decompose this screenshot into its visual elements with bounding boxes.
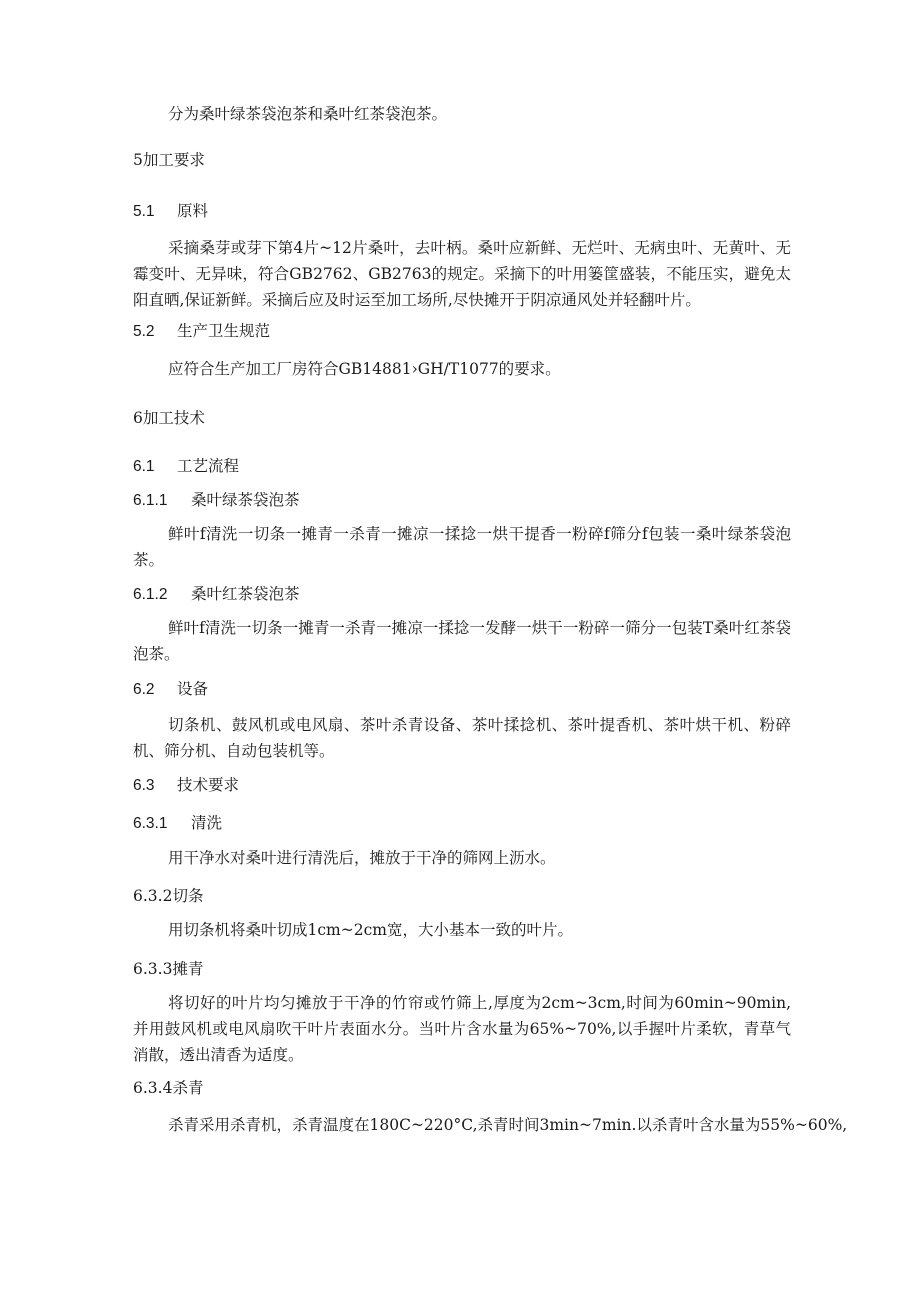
section-title: 生产卫生规范 [177, 322, 271, 340]
section-title: 桑叶绿茶袋泡茶 [191, 491, 300, 509]
section-6-2-paragraph: 切条机、鼓风机或电风扇、茶叶杀青设备、茶叶揉捻机、茶叶提香机、茶叶烘干机、粉碎机、筛分机、自动包装机等。 [133, 716, 791, 760]
section-number: 6.2 [133, 681, 155, 698]
section-6-1-heading [133, 456, 920, 477]
section-number: 6.3 [133, 777, 155, 794]
section-number: 6.1.2 [133, 586, 168, 603]
section-6-1-1-heading [133, 490, 920, 511]
section-title: 技术要求 [177, 776, 240, 794]
section-6-1-2-heading [133, 584, 920, 605]
section-6-2-heading [133, 679, 920, 700]
section-title: 清洗 [191, 814, 223, 832]
section-number: 5.2 [133, 323, 155, 340]
section-6-3-3-heading: 6.3.3摊青 [133, 960, 204, 978]
section-title: 设备 [177, 680, 209, 698]
section-6-3-1-heading [133, 813, 920, 834]
section-5-heading: 5加工要求 [133, 151, 205, 169]
section-title: 原料 [177, 202, 209, 220]
intro-paragraph: 分为桑叶绿茶袋泡茶和桑叶红茶袋泡茶。 [168, 105, 448, 123]
section-number: 5.1 [133, 203, 155, 220]
section-6-3-1-paragraph: 用干净水对桑叶进行清洗后，摊放于干净的筛网上沥水。 [168, 849, 556, 867]
section-6-1-2-paragraph: 鲜叶f清洗一切条一摊青一杀青一摊凉一揉捻一发酵一烘干一粉碎一筛分一包装T桑叶红茶袋泡茶。 [133, 619, 791, 663]
section-number: 6.1.1 [133, 492, 168, 509]
section-5-1-heading [133, 201, 920, 222]
section-title: 工艺流程 [177, 457, 240, 475]
section-6-1-1-paragraph: 鲜叶f清洗一切条一摊青一杀青一摊凉一揉捻一烘干提香一粉碎f筛分f包装一桑叶绿茶袋泡茶。 [133, 525, 791, 569]
section-5-1-paragraph: 采摘桑芽或芽下第4片~12片桑叶，去叶柄。桑叶应新鲜、无烂叶、无病虫叶、无黄叶、无霉变叶、无异味，符合GB2762、GB2763的规定。采摘下的叶用篓筐盛装，不能压实，避免太阳直晒,保证新鲜。采摘后应及时运至加工场所,尽快摊开于阴凉通风处并轻翻叶片。 [133, 239, 791, 309]
section-6-3-4-heading: 6.3.4杀青 [133, 1079, 204, 1097]
section-5-2-paragraph: 应符合生产加工厂房符合GB14881›GH/T1077的要求。 [168, 360, 561, 378]
section-6-heading: 6加工技术 [133, 409, 205, 427]
section-6-3-3-paragraph: 将切好的叶片均匀摊放于干净的竹帘或竹筛上,厚度为2cm~3cm,时间为60min~90min,并用鼓风机或电风扇吹干叶片表面水分。当叶片含水量为65%~70%,以手握叶片柔软，青草气消散，透出清香为适度。 [133, 994, 791, 1064]
section-title: 桑叶红茶袋泡茶 [191, 585, 300, 603]
section-number: 6.1 [133, 458, 155, 475]
section-6-3-2-paragraph: 用切条机将桑叶切成1cm~2cm宽，大小基本一致的叶片。 [168, 921, 573, 939]
section-6-3-heading [133, 775, 920, 796]
section-5-2-heading [133, 321, 920, 342]
section-6-3-2-heading: 6.3.2切条 [133, 887, 204, 905]
section-number: 6.3.1 [133, 815, 168, 832]
section-6-3-4-paragraph: 杀青采用杀青机，杀青温度在180C~220°C,杀青时间3min~7min.以杀青叶含水量为55%~60%, [168, 1116, 848, 1134]
